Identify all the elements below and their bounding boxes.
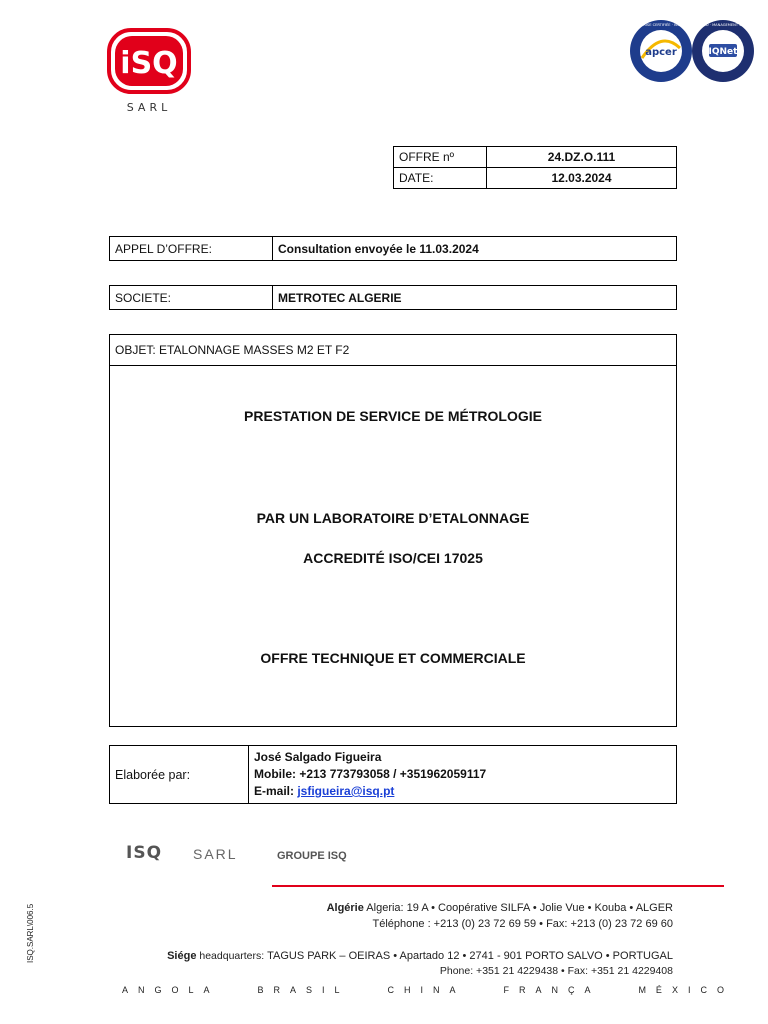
siege-address <box>167 950 673 962</box>
apcer-ring-text: ENTREPRISE CERTIFIÉE · ISO 9001 · <box>629 23 693 27</box>
objet-title-metrologie: PRESTATION DE SERVICE DE MÉTROLOGIE <box>244 408 542 424</box>
algeria-address <box>327 902 673 914</box>
footer-divider <box>272 885 724 887</box>
logo-subtext: SARL <box>126 101 172 114</box>
siege-headquarters: headquarters: <box>196 950 268 962</box>
footer-brand-isq: ISQ <box>126 843 163 863</box>
objet-box <box>109 334 677 727</box>
email-link[interactable]: jsfigueira@isq.pt <box>297 784 395 798</box>
siege-phone: Phone: +351 21 4229438 • Fax: +351 21 4229408 <box>439 965 673 977</box>
objet-label: OBJET: ETALONNAGE MASSES M2 ET F2 <box>110 335 676 366</box>
apcer-certification-seal <box>628 18 694 84</box>
offer-date-value: 12.03.2024 <box>487 168 677 189</box>
country-item: ANGOLA <box>122 985 220 995</box>
isq-logo <box>106 27 192 115</box>
appel-offre-value: Consultation envoyée le 11.03.2024 <box>273 237 677 261</box>
elaboree-label: Elaborée par: <box>110 746 249 804</box>
apcer-text: apcer <box>645 47 677 58</box>
email-label: E-mail: <box>254 784 298 798</box>
iqnet-text: IQNet <box>708 47 738 57</box>
appel-offre-table <box>109 236 677 261</box>
iqnet-ring-text: CERTIFIED · MANAGEMENT SYSTEM · <box>690 23 756 27</box>
algeria-label: Algérie <box>326 902 364 914</box>
footer-brand-sarl: SARL <box>193 846 238 862</box>
siege-address-text: TAGUS PARK – OEIRAS • Apartado 12 • 2741 - 901 PORTO SALVO • PORTUGAL <box>267 950 673 962</box>
objet-title-laboratoire: PAR UN LABORATOIRE D’ETALONNAGE <box>256 510 530 526</box>
elaboree-table <box>109 745 677 804</box>
societe-value: METROTEC ALGERIE <box>273 286 677 310</box>
logo-text: iSQ <box>120 46 178 81</box>
algeria-address-text: Algeria: 19 A • Coopérative SILFA • Jolie Vue • Kouba • ALGER <box>363 902 673 914</box>
societe-label: SOCIETE: <box>110 286 273 310</box>
document-code: ISQ.SARL\006.5 <box>26 903 35 963</box>
author-name: José Salgado Figueira <box>254 750 382 764</box>
offer-number-row <box>394 147 677 168</box>
appel-offre-label: APPEL D’OFFRE: <box>110 237 273 261</box>
elaboree-contact <box>249 746 677 804</box>
iqnet-certification-seal <box>690 18 756 84</box>
siege-label: Siége <box>167 950 197 962</box>
offer-date-row <box>394 168 677 189</box>
country-item: BRASIL <box>257 985 350 995</box>
country-item: FRANÇA <box>503 985 601 995</box>
objet-title-offre: OFFRE TECHNIQUE ET COMMERCIALE <box>260 650 526 666</box>
algeria-phone: Téléphone : +213 (0) 23 72 69 59 • Fax: +213 (0) 23 72 69 60 <box>372 918 673 930</box>
offer-number-value: 24.DZ.O.111 <box>487 147 677 168</box>
footer-brand-groupe: GROUPE ISQ <box>277 850 347 862</box>
offer-info-table <box>393 146 677 189</box>
country-item: MÉXICO <box>638 985 734 995</box>
offer-number-label: OFFRE nº <box>394 147 487 168</box>
countries-list <box>122 985 734 995</box>
country-item: CHINA <box>387 985 466 995</box>
societe-table <box>109 285 677 310</box>
offer-date-label: DATE: <box>394 168 487 189</box>
objet-title-accreditation: ACCREDITÉ ISO/CEI 17025 <box>303 550 483 566</box>
author-email-line <box>254 783 671 800</box>
author-mobile: Mobile: +213 773793058 / +351962059117 <box>254 767 487 781</box>
